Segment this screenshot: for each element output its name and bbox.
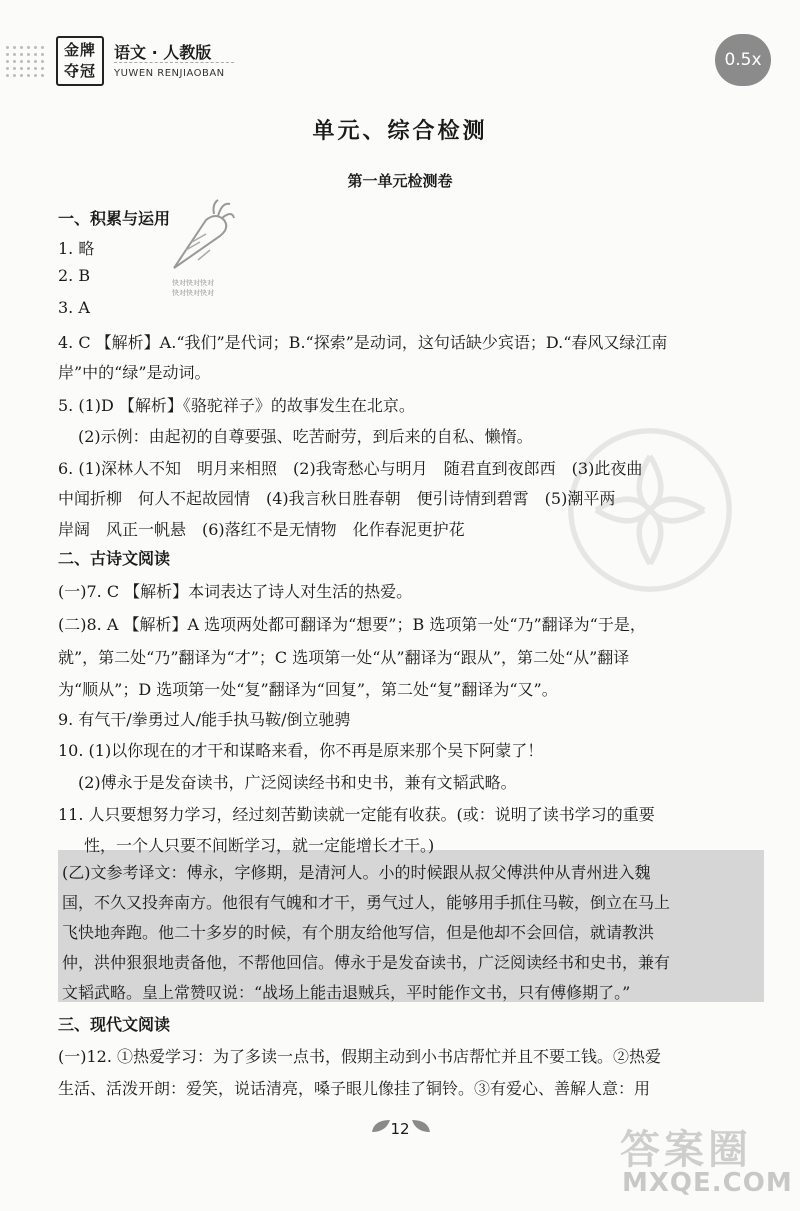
flower-watermark-icon xyxy=(560,420,740,600)
carrot-caption-line: 快对快对快对 xyxy=(172,289,214,297)
section-heading: 一、积累与运用 xyxy=(58,209,171,228)
answer-line: 为“顺从”；D 选项第一处“复”翻译为“回复”，第二处“复”翻译为“又”。 xyxy=(58,680,558,699)
answer-line: 文韬武略。皇上常赞叹说：“战场上能击退贼兵，平时能作文书，只有傅修期了。” xyxy=(62,983,631,1002)
section-heading: 二、古诗文阅读 xyxy=(58,549,171,568)
answer-line: (一)12. ①热爱学习：为了多读一点书，假期主动到小书店帮忙并且不要工钱。②热爱 xyxy=(58,1047,662,1066)
leaf-right-icon xyxy=(410,1118,432,1134)
answer-line: (2)傅永于是发奋读书，广泛阅读经书和史书，兼有文韬武略。 xyxy=(78,773,517,792)
page-header xyxy=(0,28,800,98)
answer-line: 性，一个人只要不间断学习，就一定能增长才干。) xyxy=(84,836,435,855)
answer-line: 11. 人只要想努力学习，经过刻苦勤读就一定能有收获。(或：说明了读书学习的重要 xyxy=(58,805,655,824)
header-divider xyxy=(114,62,234,63)
answer-line: (二)8. A 【解析】A 选项两处都可翻译为“想要”；B 选项第一处“乃”翻译为“于是， xyxy=(58,615,646,634)
answer-line: 岸”中的“绿”是动词。 xyxy=(58,363,211,382)
watermark-url: MXQE.COM xyxy=(622,1168,793,1198)
carrot-icon xyxy=(166,198,236,278)
page-number: 12 xyxy=(390,1120,410,1138)
answer-line: 国，不久又投奔南方。他很有气魄和才干，勇气过人，能够用手抓住马鞍，倒立在马上 xyxy=(62,893,671,912)
dot-pattern-decoration xyxy=(4,44,48,80)
answer-line: 4. C 【解析】A.“我们”是代词；B.“探索”是动词，这句话缺少宾语；D.“春风又绿江南 xyxy=(58,333,668,352)
answer-line: 2. B xyxy=(58,266,91,285)
logo-line2: 夺冠 xyxy=(63,62,96,80)
page-title: 单元、综合检测 xyxy=(312,118,488,144)
carrot-caption-line: 快对快对快对 xyxy=(172,279,214,287)
answer-line: 5. (1)D 【解析】《骆驼祥子》的故事发生在北京。 xyxy=(58,396,415,415)
answer-line: 中闻折柳 何人不起故园情 (4)我言秋日胜春朝 便引诗情到碧霄 (5)潮平两 xyxy=(58,489,616,508)
answer-line: (一)7. C 【解析】本词表达了诗人对生活的热爱。 xyxy=(58,582,413,601)
answer-line: 就”，第二处“乃”翻译为“才”；C 选项第一处“从”翻译为“跟从”，第二处“从”翻译 xyxy=(58,648,630,667)
section-heading: 三、现代文阅读 xyxy=(58,1015,171,1034)
answer-line: 生活、活泼开朗：爱笑，说话清亮，嗓子眼儿像挂了铜铃。③有爱心、善解人意：用 xyxy=(58,1079,651,1098)
subject-pinyin: YUWEN RENJIAOBAN xyxy=(114,68,225,79)
answer-line: 仲，洪仲狠狠地责备他，不帮他回信。傅永于是发奋读书，广泛阅读经书和史书，兼有 xyxy=(62,953,671,972)
playback-speed-button[interactable]: 0.5x xyxy=(715,34,771,86)
watermark-text: 答案圈 xyxy=(620,1127,752,1173)
page-subtitle: 第一单元检测卷 xyxy=(347,172,453,190)
logo-line1: 金牌 xyxy=(63,41,96,59)
answer-line: 6. (1)深林人不知 明月来相照 (2)我寄愁心与明月 随君直到夜郎西 (3)此夜曲 xyxy=(58,459,643,478)
carrot-caption xyxy=(172,278,214,298)
brand-logo xyxy=(56,36,104,86)
answer-line: (2)示例：由起初的自尊要强、吃苦耐劳，到后来的自私、懒惰。 xyxy=(78,427,533,446)
answer-line: 飞快地奔跑。他二十多岁的时候，有个朋友给他写信，但是他却不会回信，就请教洪 xyxy=(62,923,655,942)
answer-line: 10. (1)以你现在的才干和谋略来看，你不再是原来那个吴下阿蒙了！ xyxy=(58,741,544,760)
answer-line: 岸阔 风正一帆悬 (6)落红不是无情物 化作春泥更护花 xyxy=(58,520,465,539)
answer-line: 3. A xyxy=(58,298,90,317)
answer-line: 9. 有气干/拳勇过人/能手执马鞍/倒立驰骋 xyxy=(58,710,351,729)
answer-line: (乙)文参考译文：傅永，字修期，是清河人。小的时候跟从叔父傅洪仲从青州进入魏 xyxy=(62,863,651,882)
subject-label: 语文 · 人教版 xyxy=(114,43,212,62)
answer-line: 1. 略 xyxy=(58,239,95,258)
